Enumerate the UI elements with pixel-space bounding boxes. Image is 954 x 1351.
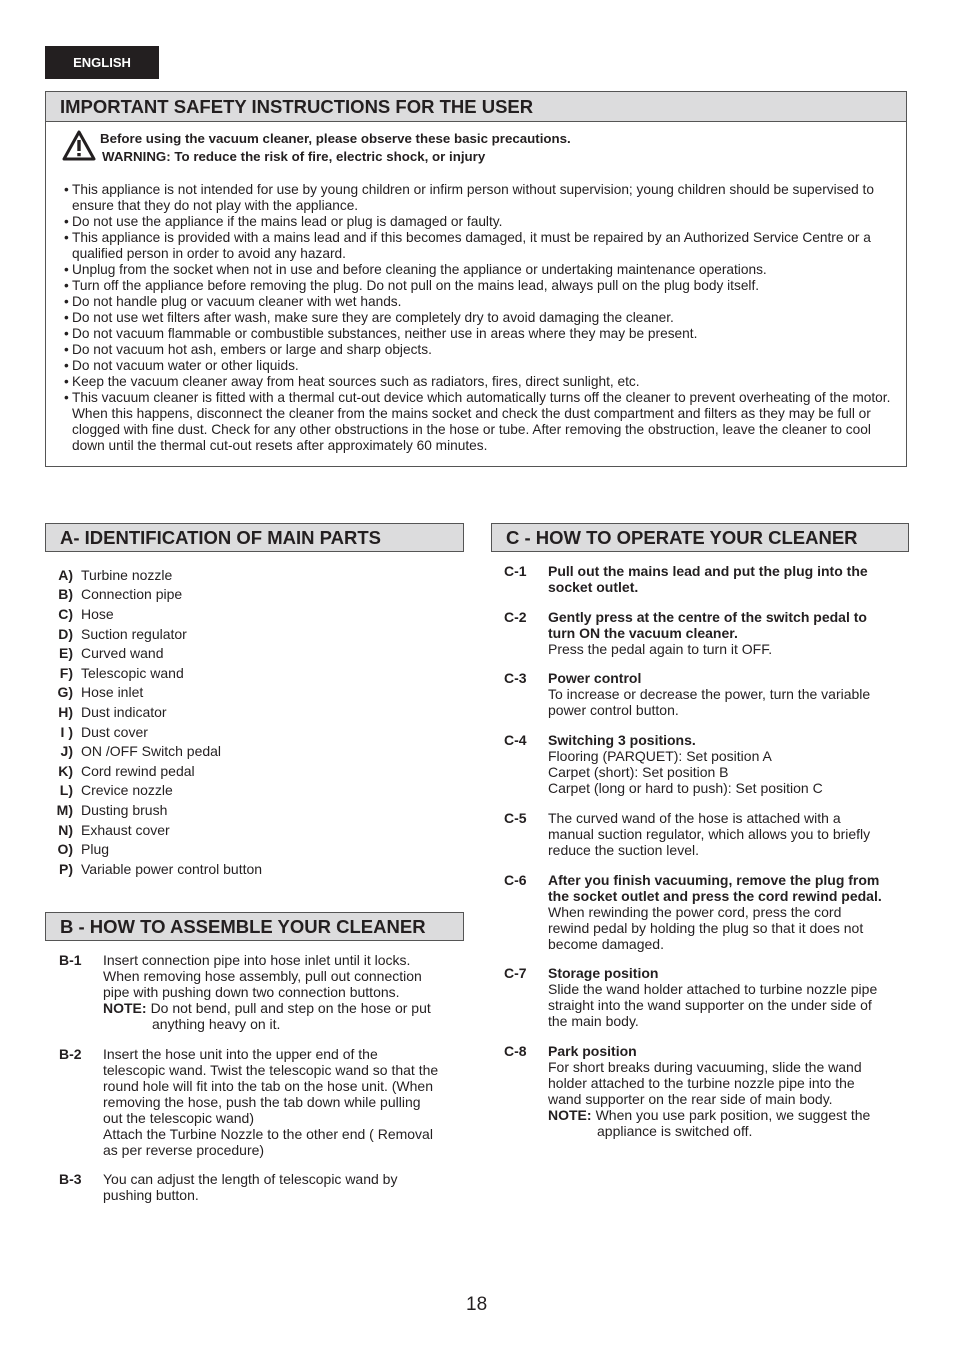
step-line: Attach the Turbine Nozzle to the other end ( Removal	[103, 1126, 433, 1142]
step-line: You can adjust the length of telescopic wand by	[103, 1171, 398, 1187]
language-tab: ENGLISH	[45, 46, 159, 79]
step-line: Gently press at the centre of the switch pedal to	[548, 609, 867, 625]
step-line: out the telescopic wand)	[103, 1110, 254, 1126]
part-letter: B)	[58, 586, 73, 603]
note-text: Do not bend, pull and step on the hose or put	[150, 1000, 431, 1016]
page-number: 18	[466, 1294, 488, 1315]
step-id: C-1	[504, 563, 527, 579]
step-b3	[59, 1171, 459, 1203]
part-name: Plug	[81, 841, 110, 858]
list-item	[45, 722, 455, 742]
step-line: rewind pedal by holding the plug so that it does not	[548, 920, 864, 936]
part-name: Variable power control button	[81, 860, 263, 877]
safety-instructions-box	[45, 91, 907, 467]
step-line: telescopic wand. Twist the telescopic wand so that the	[103, 1062, 439, 1078]
warning-triangle-icon	[62, 130, 96, 162]
note-label: NOTE:	[548, 1107, 592, 1123]
safety-bullet: • Do not vacuum hot ash, embers or large and sharp objects.	[64, 342, 894, 358]
step-c7	[504, 965, 904, 1029]
step-id: C-3	[504, 670, 527, 686]
part-letter: J)	[60, 743, 73, 760]
step-line: Flooring (PARQUET): Set position A	[548, 748, 772, 764]
list-item	[45, 741, 455, 761]
step-line: manual suction regulator, which allows you to briefly	[548, 826, 871, 842]
safety-bullet: • This appliance is provided with a mains lead and if this becomes damaged, it must be repaired by an Authorized Service Centre or a qualified person in order to avoid any hazard.	[64, 230, 894, 262]
part-letter: D)	[58, 625, 73, 642]
part-name: Hose	[81, 605, 114, 622]
safety-bullet: • Do not use the appliance if the mains lead or plug is damaged or faulty.	[64, 214, 894, 230]
step-line: Insert the hose unit into the upper end of the	[103, 1046, 378, 1062]
step-id: C-6	[504, 872, 527, 888]
safety-bullet: • Unplug from the socket when not in use and before cleaning the appliance or undertaking maintenance operations.	[64, 262, 894, 278]
step-line: Insert connection pipe into hose inlet until it locks.	[103, 952, 411, 968]
part-letter: N)	[58, 821, 73, 838]
note-text: anything heavy on it.	[152, 1016, 281, 1032]
step-c4	[504, 732, 904, 796]
step-line: The curved wand of the hose is attached with a	[548, 810, 841, 826]
part-letter: C)	[58, 605, 73, 622]
part-name: Connection pipe	[81, 586, 183, 603]
step-id: C-7	[504, 965, 527, 981]
step-b2	[59, 1046, 459, 1158]
warning-line-1: Before using the vacuum cleaner, please observe these basic precautions.	[100, 131, 571, 146]
step-id: C-2	[504, 609, 527, 625]
step-line: removing the hose, push the tab down while pulling	[103, 1094, 421, 1110]
step-line: socket outlet.	[548, 579, 639, 595]
part-name: Hose inlet	[81, 684, 144, 701]
step-c6	[504, 872, 904, 952]
step-line: To increase or decrease the power, turn the variable	[548, 686, 871, 702]
list-item	[45, 683, 455, 703]
part-letter: G)	[57, 684, 73, 701]
list-item	[45, 604, 455, 624]
step-line: Park position	[548, 1043, 637, 1059]
step-line: Storage position	[548, 965, 659, 981]
step-line: pushing button.	[103, 1187, 199, 1203]
note-text: appliance is switched off.	[597, 1123, 753, 1139]
list-item	[45, 643, 455, 663]
step-line: When rewinding the power cord, press the cord	[548, 904, 842, 920]
step-line: Switching 3 positions.	[548, 732, 696, 748]
step-line: the socket outlet and press the cord rewind pedal.	[548, 888, 882, 904]
list-item	[45, 820, 455, 840]
step-line: holder attached to the turbine nozzle pipe into the	[548, 1075, 855, 1091]
part-letter: A)	[58, 566, 73, 583]
list-item	[45, 663, 455, 683]
step-line: pipe with pushing down two connection buttons.	[103, 984, 400, 1000]
safety-bullet: • This vacuum cleaner is fitted with a thermal cut-out device which automatically turns off the cleaner to prevent overheating of the motor. When this happens, disconnect the cleaner from the mains socket and check the dust compartment and filters as they may be full or clogged with fine dust. Check for any other obstructions in the hose or tube. After removing the obstruction, leave the cleaner to cool down until the thermal cut-out resets after approximately 60 minutes.	[64, 390, 894, 454]
part-name: Dust cover	[81, 723, 148, 740]
part-letter: E)	[59, 645, 73, 662]
part-name: Suction regulator	[81, 625, 187, 642]
part-letter: O)	[57, 841, 73, 858]
part-name: Telescopic wand	[81, 664, 184, 681]
step-line: Press the pedal again to turn it OFF.	[548, 641, 773, 657]
step-id: C-8	[504, 1043, 527, 1059]
part-letter: I )	[60, 723, 73, 740]
step-c8	[504, 1043, 904, 1139]
step-id: B-3	[59, 1171, 82, 1187]
part-name: Dust indicator	[81, 703, 167, 720]
safety-bullet: • Turn off the appliance before removing the plug. Do not pull on the mains lead, always pull on the plug body itself.	[64, 278, 894, 294]
step-line: Carpet (short): Set position B	[548, 764, 729, 780]
step-line: When removing hose assembly, pull out connection	[103, 968, 422, 984]
safety-bullet: • Do not use wet filters after wash, make sure they are completely dry to avoid damaging the cleaner.	[64, 310, 894, 326]
warning-text	[100, 130, 571, 166]
step-id: B-1	[59, 952, 82, 968]
part-name: Exhaust cover	[81, 821, 170, 838]
step-line: straight into the wand supporter on the under side of	[548, 997, 872, 1013]
section-a-title: A- IDENTIFICATION OF MAIN PARTS	[45, 523, 464, 552]
list-item	[45, 585, 455, 605]
part-letter: P)	[59, 860, 73, 877]
safety-bullet: • Do not vacuum flammable or combustible substances, neither use in areas where they may be present.	[64, 326, 894, 342]
list-item	[45, 800, 455, 820]
step-line: round hole will fit into the tab on the hose unit. (When	[103, 1078, 433, 1094]
note-label: NOTE:	[103, 1000, 147, 1016]
list-item	[45, 839, 455, 859]
part-name: Curved wand	[81, 645, 164, 662]
step-line: as per reverse procedure)	[103, 1142, 265, 1158]
part-letter: H)	[58, 703, 73, 720]
step-line: wand supporter on the rear side of main body.	[548, 1091, 833, 1107]
safety-bullet-list	[64, 182, 894, 454]
safety-bullet: • Do not handle plug or vacuum cleaner with wet hands.	[64, 294, 894, 310]
list-item	[45, 761, 455, 781]
step-line: Pull out the mains lead and put the plug into the	[548, 563, 868, 579]
part-name: Crevice nozzle	[81, 782, 173, 799]
step-line: Carpet (long or hard to push): Set position C	[548, 780, 823, 796]
part-letter: M)	[56, 801, 73, 818]
part-name: Cord rewind pedal	[81, 762, 195, 779]
step-line: Power control	[548, 670, 642, 686]
parts-list	[45, 565, 455, 879]
warning-row	[62, 130, 571, 166]
step-line: turn ON the vacuum cleaner.	[548, 625, 738, 641]
step-id: C-5	[504, 810, 527, 826]
step-line: Slide the wand holder attached to turbine nozzle pipe	[548, 981, 878, 997]
part-name: Turbine nozzle	[81, 566, 173, 583]
step-c5	[504, 810, 904, 858]
warning-line-2: WARNING: To reduce the risk of fire, electric shock, or injury	[102, 149, 486, 164]
step-c2	[504, 609, 904, 657]
list-item	[45, 702, 455, 722]
step-line: reduce the suction level.	[548, 842, 699, 858]
safety-bullet: • This appliance is not intended for use by young children or infirm person without supervision; young children should be supervised to ensure that they do not play with the appliance.	[64, 182, 894, 214]
step-line: power control button.	[548, 702, 679, 718]
safety-title: IMPORTANT SAFETY INSTRUCTIONS FOR THE USER	[46, 92, 906, 122]
section-b-title: B - HOW TO ASSEMBLE YOUR CLEANER	[45, 912, 464, 941]
list-item	[45, 565, 455, 585]
part-letter: K)	[58, 762, 73, 779]
part-name: ON /OFF Switch pedal	[81, 743, 222, 760]
step-c3	[504, 670, 904, 718]
step-line: become damaged.	[548, 936, 664, 952]
part-letter: F)	[59, 664, 73, 681]
safety-bullet: • Keep the vacuum cleaner away from heat sources such as radiators, fires, direct sunlight, etc.	[64, 374, 894, 390]
step-line: the main body.	[548, 1013, 639, 1029]
part-letter: L)	[59, 782, 73, 799]
list-item	[45, 781, 455, 801]
section-c-title: C - HOW TO OPERATE YOUR CLEANER	[491, 523, 909, 552]
step-id: C-4	[504, 732, 527, 748]
note-text: When you use park position, we suggest the	[595, 1107, 871, 1123]
step-c1	[504, 563, 904, 595]
safety-bullet: • Do not vacuum water or other liquids.	[64, 358, 894, 374]
list-item	[45, 624, 455, 644]
step-id: B-2	[59, 1046, 82, 1062]
step-b1	[59, 952, 459, 1032]
part-name: Dusting brush	[81, 801, 168, 818]
step-line: For short breaks during vacuuming, slide the wand	[548, 1059, 862, 1075]
step-line: After you finish vacuuming, remove the plug from	[548, 872, 880, 888]
list-item	[45, 859, 455, 879]
